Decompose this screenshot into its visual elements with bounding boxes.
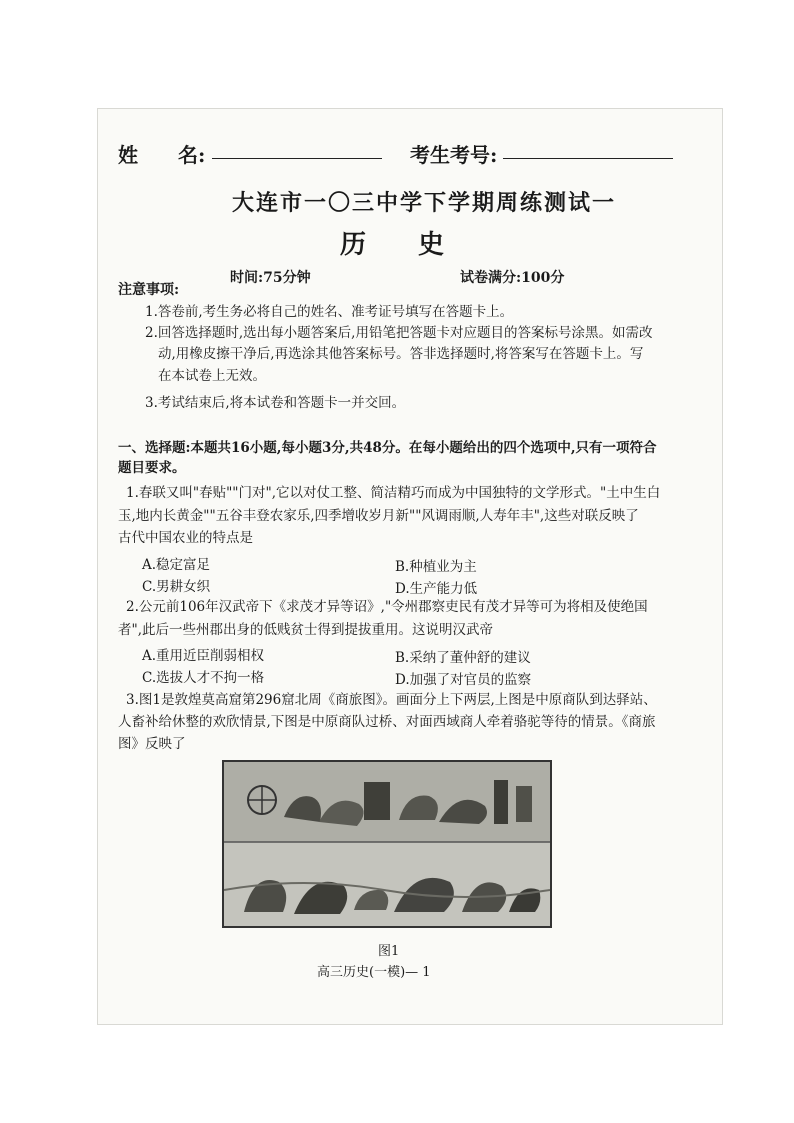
- question-3-text: 人畜补给休整的欢欣情景,下图是中原商队过桥、对面西域商人牵着骆驼等待的情景。《商旅: [118, 714, 656, 730]
- exam-time: 时间:75分钟: [230, 270, 311, 286]
- mural-illustration: [224, 762, 550, 926]
- exam-number-field[interactable]: [503, 158, 673, 159]
- option-a: A.稳定富足: [142, 557, 211, 573]
- question-1-text: 1.春联又叫"春贴""门对",它以对仗工整、简洁精巧而成为中国独特的文学形式。"土中生白: [126, 485, 661, 501]
- question-2-text: 者",此后一些州郡出身的低贱贫士得到提拔重用。这说明汉武帝: [118, 622, 493, 638]
- option-a: A.重用近臣削弱相权: [142, 648, 265, 664]
- name-label: 姓 名:: [118, 143, 206, 167]
- question-3-text: 3.图1是敦煌莫高窟第296窟北周《商旅图》。画面分上下两层,上图是中原商队到达驿站、: [126, 692, 657, 708]
- exam-score: 试卷满分:100分: [460, 270, 565, 286]
- mural-image: [222, 760, 552, 928]
- question-1-text: 古代中国农业的特点是: [118, 530, 253, 546]
- option-b: B.采纳了董仲舒的建议: [395, 650, 531, 666]
- note-line: 2.回答选择题时,选出每小题答案后,用铅笔把答题卡对应题目的答案标号涂黑。如需改: [145, 325, 653, 341]
- exam-title: 大连市一〇三中学下学期周练测试一: [232, 190, 617, 216]
- option-d: D.加强了对官员的监察: [395, 672, 532, 688]
- section-heading-cont: 题目要求。: [118, 460, 186, 476]
- option-c: C.选拔人才不拘一格: [142, 670, 265, 686]
- note-line: 1.答卷前,考生务必将自己的姓名、准考证号填写在答题卡上。: [145, 304, 514, 320]
- section-heading: 一、选择题:本题共16小题,每小题3分,共48分。在每小题给出的四个选项中,只有一项符合: [118, 440, 657, 456]
- name-field[interactable]: [212, 158, 382, 159]
- note-line: 动,用橡皮擦干净后,再选涂其他答案标号。答非选择题时,将答案写在答题卡上。写: [158, 346, 644, 362]
- page-footer: 高三历史(一模)— 1: [317, 965, 431, 980]
- option-b: B.种植业为主: [395, 559, 477, 575]
- figure-caption: 图1: [378, 944, 400, 959]
- question-3-text: 图》反映了: [118, 736, 186, 752]
- note-line: 在本试卷上无效。: [158, 368, 266, 384]
- question-2-text: 2.公元前106年汉武帝下《求茂才异等诏》,"令州郡察吏民有茂才异等可为将相及使绝国: [126, 599, 648, 615]
- note-line: 3.考试结束后,将本试卷和答题卡一并交回。: [145, 395, 406, 411]
- exam-number-label: 考生考号:: [410, 143, 498, 167]
- question-1-text: 玉,地内长黄金""五谷丰登农家乐,四季增收岁月新""风调雨顺,人寿年丰",这些对联反映了: [118, 508, 639, 524]
- option-d: D.生产能力低: [395, 581, 478, 597]
- notes-heading: 注意事项:: [118, 282, 180, 298]
- subject-title: 历 史: [340, 230, 445, 260]
- option-c: C.男耕女织: [142, 579, 211, 595]
